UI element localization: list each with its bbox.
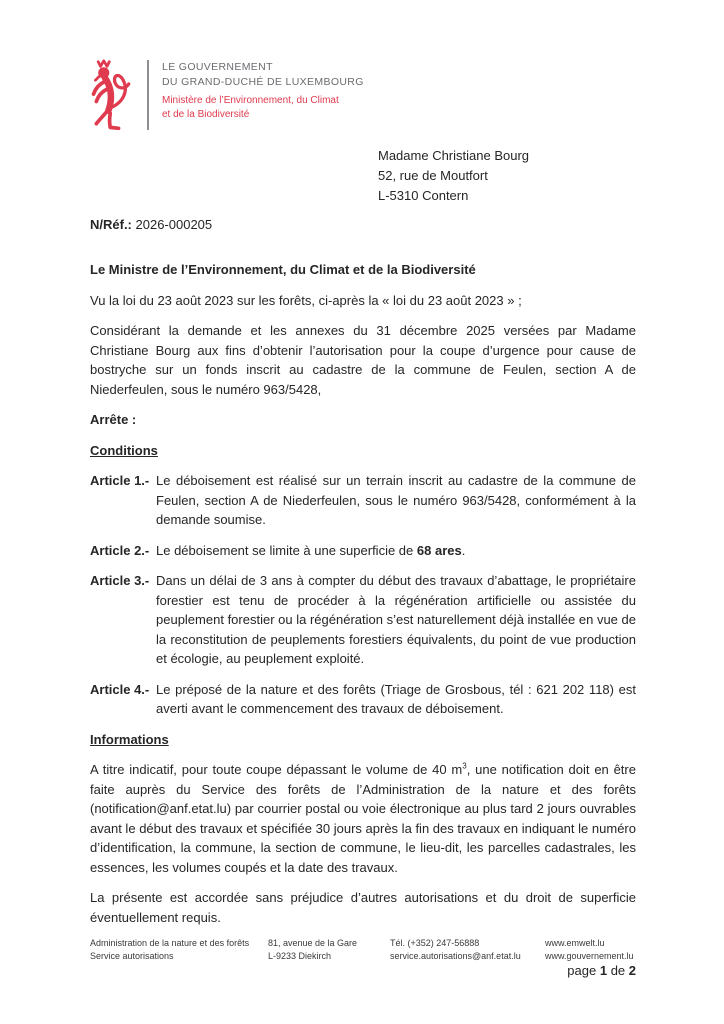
text-segment: , une notification doit en être faite auprès du Service des forêts de l’Administration de la nature et des forêts (notification@anf.etat.lu) par courrier postal ou voie électronique au plus tard 2 jours ouvrables avant le début des travaux et spécifiée 30 jours après la fin des travaux en indiquant le numéro d’identification, la commune, la section de commune, le lieu-dit, les parcelles cadastrales, les essences, les volumes coupés et la date des travaux.: [90, 762, 636, 875]
footer-line: Service autorisations: [90, 950, 174, 961]
text-segment: Le préposé de la nature et des forêts (Triage de Grosbous, tél : 621 202 118) est averti avant le commencement des travaux de déboisement.: [156, 681, 636, 716]
government-name: [162, 60, 364, 90]
text-segment: 68 ares: [416, 542, 462, 558]
government-name-line: LE GOUVERNEMENT: [162, 61, 273, 73]
reference-line: [90, 217, 212, 232]
text-segment: 1: [599, 963, 608, 978]
section-informations: Informations: [90, 731, 169, 747]
reference-label: N/Réf.:: [90, 217, 132, 232]
article-text: [156, 471, 636, 530]
recipient-address: [378, 146, 529, 206]
recipient-line: 52, rue de Moutfort: [378, 168, 488, 183]
reference-number: 2026-000205: [135, 217, 213, 232]
text-segment: 2: [628, 963, 636, 978]
footer-line: www.emwelt.lu: [545, 938, 605, 948]
text-segment: 3: [462, 761, 467, 771]
footer-column: [268, 937, 390, 962]
ministry-name-line: et de la Biodiversité: [162, 109, 250, 120]
text-segment: Le déboisement se limite à une superficie de: [156, 542, 417, 558]
article-label: Article 2.-: [90, 542, 150, 558]
footer-line: www.gouvernement.lu: [545, 950, 634, 961]
page-number-label: [567, 963, 636, 978]
footer-line: Administration de la nature et des forêts: [90, 938, 250, 948]
article-label: Article 3.-: [90, 573, 150, 588]
text-segment: Le déboisement est réalisé sur un terrain inscrit au cadastre de la commune de Feulen, section A de Niederfeulen, sous le numéro 963/5428, conformément à la demande soumise.: [156, 473, 636, 527]
letter-title: Le Ministre de l’Environnement, du Climat et de la Biodiversité: [90, 262, 476, 277]
footer-line: L-9233 Diekirch: [268, 950, 332, 961]
text-segment: .: [461, 542, 466, 558]
text-segment: A titre indicatif, pour toute coupe dépassant le volume de 40 m: [90, 762, 463, 777]
luxembourg-lion-icon: [90, 58, 136, 132]
article-item: [90, 680, 636, 719]
logo-divider: [147, 60, 149, 130]
text-segment: Dans un délai de 3 ans à compter du début des travaux d’abattage, le propriétaire forestier est tenu de procéder à la régénération artificielle ou assistée du peuplement forestier ou la régénération s’est naturellement déjà installée en vue de la reconstitution de peuplements forestiers équivalents, du point de vue production et écologie, au peuplement exploité.: [156, 573, 636, 666]
footer: [90, 937, 636, 962]
article-text: [156, 541, 636, 561]
paragraph-vu-la-loi: Vu la loi du 23 août 2023 sur les forêts, ci-après la « loi du 23 août 2023 » ;: [90, 292, 522, 308]
article-item: [90, 571, 636, 669]
letter-body: [90, 260, 636, 938]
footer-line: 81, avenue de la Gare: [268, 938, 358, 948]
text-segment: de: [607, 963, 629, 978]
article-text: [156, 680, 636, 719]
article-label: Article 1.-: [90, 473, 150, 488]
text-segment: page: [567, 963, 600, 978]
article-item: [90, 541, 636, 561]
arrete-heading: Arrête :: [90, 412, 137, 427]
government-name-line: DU GRAND-DUCHÉ DE LUXEMBOURG: [162, 76, 364, 88]
ministry-name-line: Ministère de l’Environnement, du Climat: [162, 95, 339, 106]
government-logo: [90, 58, 364, 132]
footer-line: service.autorisations@anf.etat.lu: [390, 950, 521, 961]
article-item: [90, 471, 636, 530]
paragraph-presente: La présente est accordée sans préjudice d’autres autorisations et du droit de superficie éventuellement requis.: [90, 890, 636, 925]
section-conditions: Conditions: [90, 442, 158, 458]
recipient-line: Madame Christiane Bourg: [378, 148, 530, 163]
recipient-line: L-5310 Contern: [378, 188, 469, 203]
articles-list: [90, 471, 636, 719]
paragraph-notification-info: [90, 760, 636, 877]
footer-column: [545, 937, 636, 962]
paragraph-considerant: Considérant la demande et les annexes du 31 décembre 2025 versées par Madame Christiane Bourg aux fins d’obtenir l’autorisation pour la coupe d’urgence pour cause de bostryche sur un fonds inscrit au cadastre de la commune de Feulen, section A de Niederfeulen, sous le numéro 963/5428,: [90, 323, 636, 397]
ministry-name: [162, 94, 364, 122]
article-label: Article 4.-: [90, 681, 150, 697]
footer-column: [390, 937, 545, 962]
footer-column: [90, 937, 268, 962]
footer-line: Tél. (+352) 247-56888: [390, 938, 480, 948]
article-text: [156, 571, 636, 669]
